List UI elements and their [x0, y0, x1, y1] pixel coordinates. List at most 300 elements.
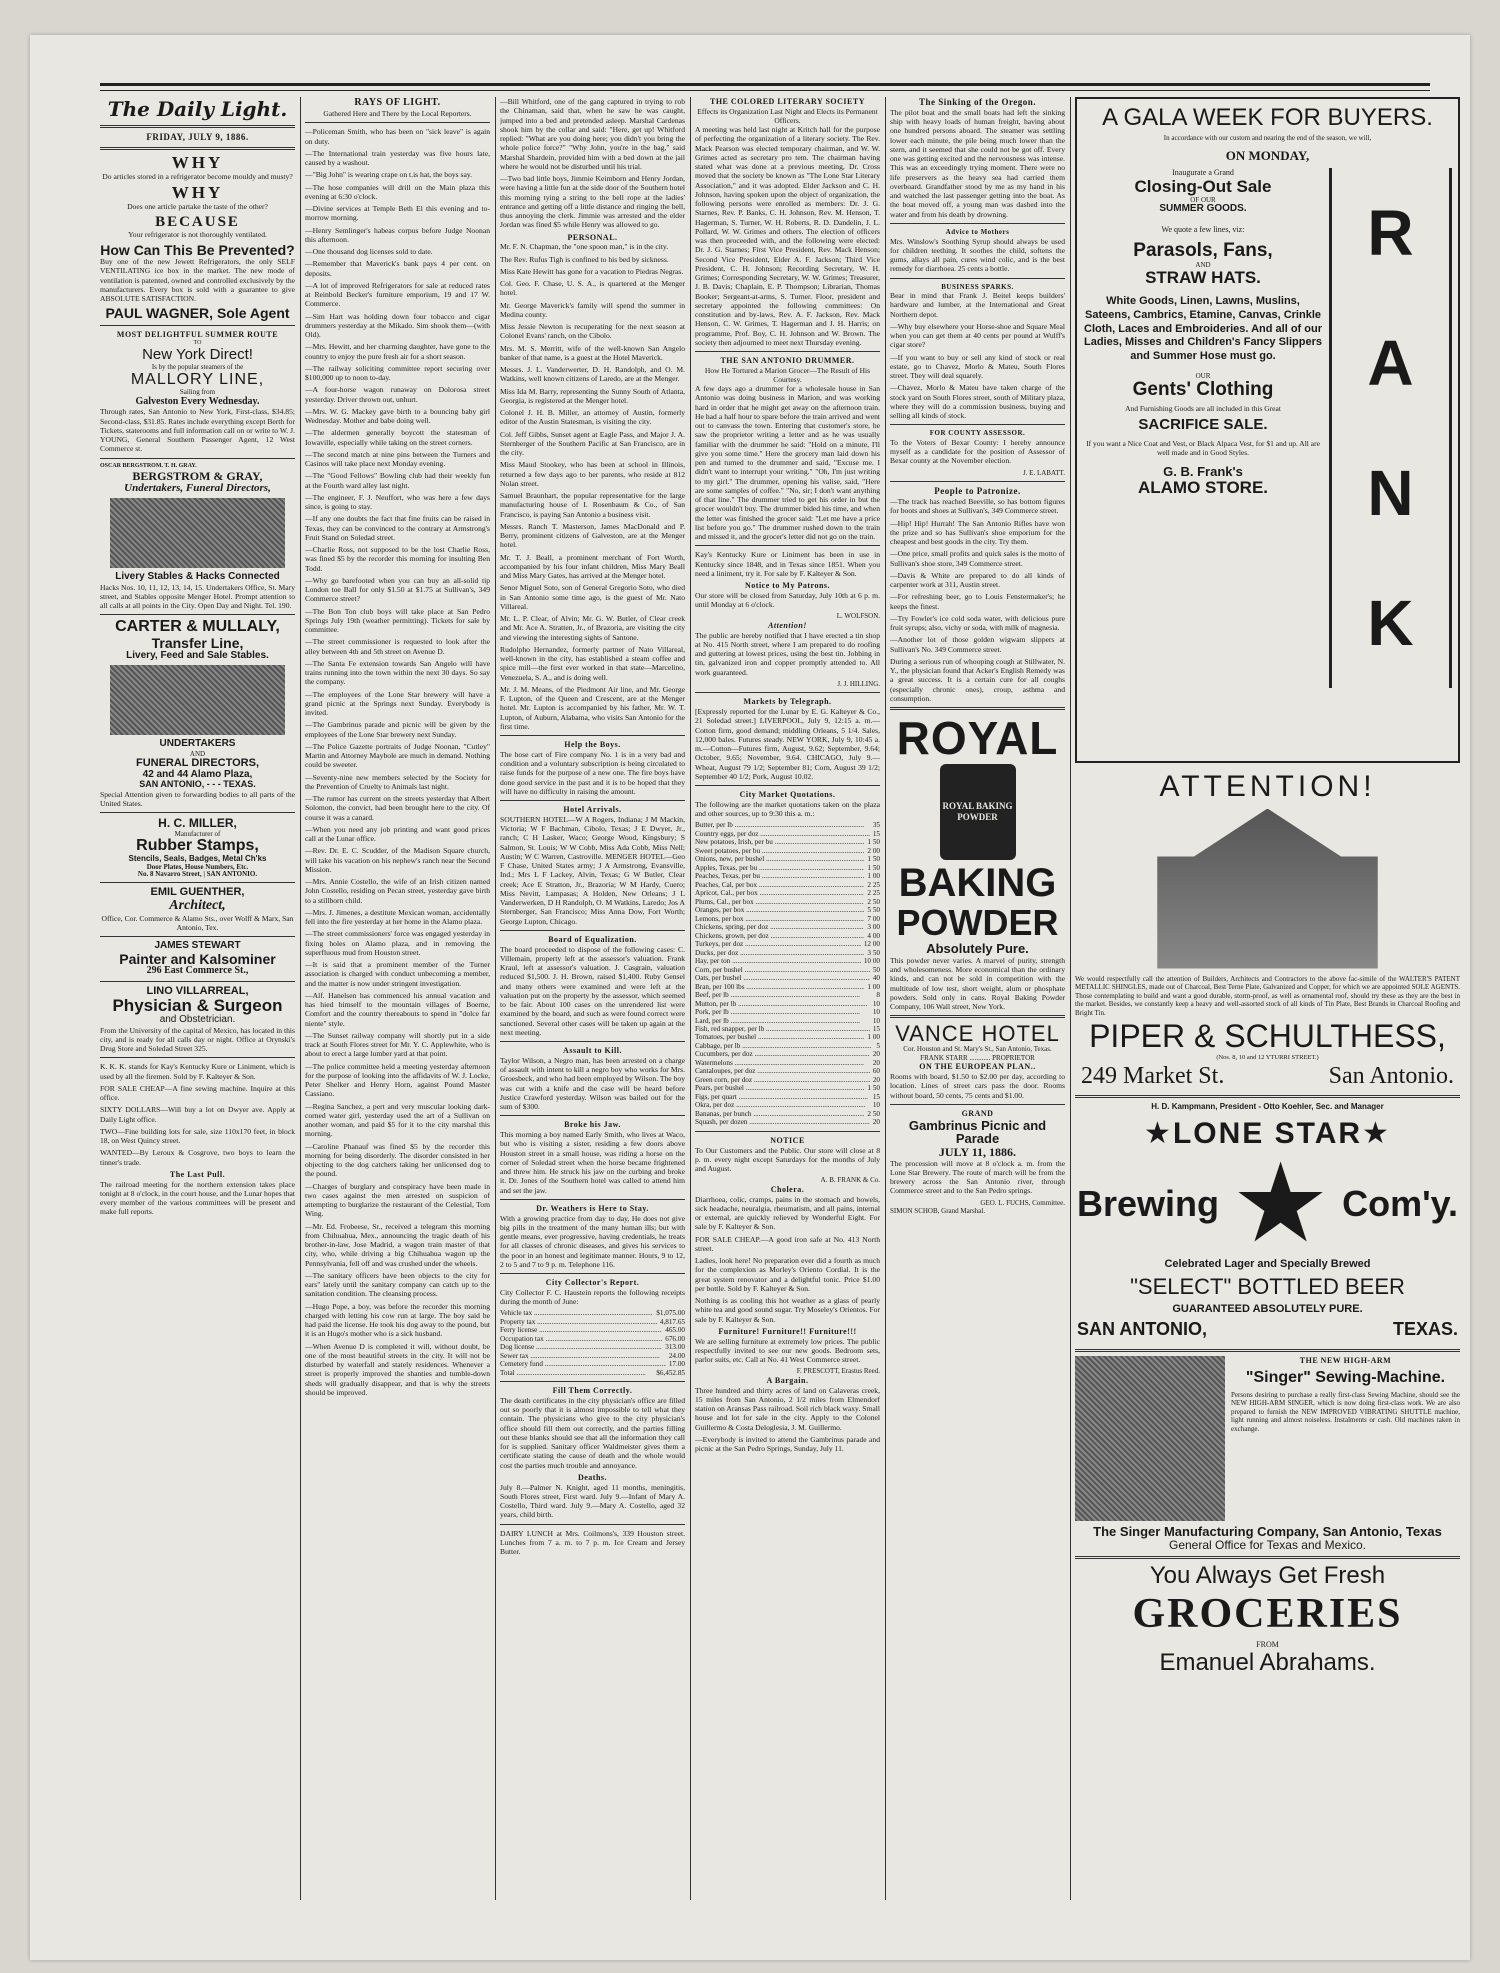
gents-clothing: Gents' Clothing	[1132, 379, 1274, 401]
collector-row-value: 24.00	[668, 1351, 685, 1360]
price-row	[695, 1101, 880, 1109]
rank-a: A	[1367, 327, 1414, 400]
gala-body	[1083, 168, 1452, 688]
price-row-label: Ducks, per doz .....	[695, 949, 864, 957]
price-row	[695, 1110, 880, 1118]
attention-banner: ATTENTION!	[1159, 770, 1376, 803]
brewing-address	[1075, 1315, 1460, 1345]
price-row-label: Pears, per bushel .....	[695, 1084, 864, 1092]
piper-schulthess: PIPER & SCHULTHESS,	[1089, 1018, 1446, 1055]
royal-ad-top	[890, 712, 1065, 765]
personal-item: Miss Ida M. Barry, representing the Sunny South of Atlanta, Georgia, is registered at the Menger hotel.	[500, 386, 685, 405]
sailing-from: Sailing from	[179, 388, 216, 397]
undertakers-label: UNDERTAKERS	[159, 738, 236, 750]
price-row-value: 1 50	[867, 838, 880, 847]
rays-item: —Divine services at Temple Beth El this evening and to-morrow morning.	[305, 204, 490, 223]
personal-item: Messrs. Ranch T. Masterson, James MacDonald and P. Berry, prominent citizens of Galveston, are at the Menger hotel.	[500, 521, 685, 550]
rays-item: —Charlie Ross, not supposed to be the lost Charlie Ross, was fined $5 by the recorder this morning for insulting Ben Todd.	[305, 545, 490, 573]
collector-row	[500, 1360, 685, 1368]
singer-company: The Singer Manufacturing Company, San Antonio, Texas	[1093, 1524, 1442, 1540]
arrivals-heading: Hotel Arrivals.	[563, 805, 622, 814]
collector-list	[500, 1309, 685, 1377]
singer-ad	[1075, 1356, 1460, 1521]
coat-text: If you want a Nice Coat and Vest, or Black Alpaca Vest, for $1 and up. All are well made and in Good Styles.	[1086, 439, 1320, 458]
price-row-value: 4 00	[867, 931, 880, 940]
price-row-label: Cantaloupes, per doz .....	[695, 1067, 870, 1075]
san-antonio-texas: SAN ANTONIO, - - - TEXAS.	[139, 779, 256, 790]
sewing-machine-illustration	[1075, 1356, 1225, 1521]
closing-out: Closing-Out Sale	[1134, 177, 1272, 197]
rays-item: —Regina Sanchez, a pert and very muscular looking dark-corned water girl, yesterday used the art of a Sullivan on another woman, and paid $5 for it to the city marshal this morning.	[305, 1101, 490, 1139]
collector-row	[500, 1318, 685, 1326]
price-row	[695, 923, 880, 931]
price-row-value: 20	[872, 1058, 880, 1067]
collector-row-label: Total .....	[500, 1369, 653, 1377]
bergstrom-gray: BERGSTROM & GRAY,	[132, 468, 263, 483]
rays-item: —The aldermen generally boycott the statesman of Iowaville, especially while taking on the street corners.	[305, 428, 490, 447]
personal-item: Col. Jeff Gibbs, Sunset agent at Eagle Pass, and Major J. A. Sternberger of the Southern Pacific at San Francisco, are in the city.	[500, 429, 685, 457]
rays-item: —The sanitary officers have been objects to the city for ears" lately until the sanitary company can catch up to the sanitation condition. The cleansing process.	[305, 1270, 490, 1299]
rays-item: —Remember that Maverick's bank pays 4 per cent. on deposits.	[305, 259, 490, 278]
price-row	[695, 949, 880, 957]
masthead-date: FRIDAY, JULY 9, 1886.	[146, 132, 249, 143]
rays-subheading: Gathered Here and There by the Local Reporters.	[323, 109, 472, 119]
deaths-text: July 8.—Palmer N. Knight, aged 11 months, meningitis, South Flores street, First ward. July 9.—Infant of Mary A. Costello, Third ward. July 9.—Mary A. Costello, aged 32 years, child birth.	[500, 1482, 685, 1520]
big-star-icon: ★	[1231, 1143, 1330, 1266]
collector-row-label: Occupation tax .....	[500, 1335, 662, 1343]
drummer-subheading: How He Tortured a Marion Grocer—The Result of His Courtesy.	[704, 365, 871, 384]
rays-item: —The street commissioners' force was engaged yesterday in fixing holes on Alamo plaza, and in removing the superfluous mud from Houston street.	[305, 929, 490, 957]
price-row-label: Figs, per quart .....	[695, 1093, 870, 1101]
price-row	[695, 1025, 880, 1033]
patronize-item: —The track has reached Beeville, so has bottom figures for boots and shoes at Sullivan's, 349 Commerce street.	[890, 497, 1065, 516]
furniture-heading: Furniture! Furniture!! Furniture!!!	[718, 1326, 857, 1336]
vance-text: Rooms with board, $1.50 to $2.00 per day, according to location. Lines of street cars pass the door. Rooms without board, 50 cents, 75 cents and $1.00.	[890, 1072, 1065, 1100]
price-row-value: 15	[872, 1092, 880, 1101]
rays-item: —The police committee held a meeting yesterday afternoon for the purpose of looking into the affidavits of W. J. Locke, Peter Shelker and Henry Horn, against Pound Master Cassiano.	[305, 1061, 490, 1099]
assault-text: Taylor Wilson, a Negro man, has been arrested on a charge of assault with intent to kill a negro boy who works for Mrs. Groesbeck, and who had been employed by Wilson. The boy was cut with a knife and the case will be heard before Justice Crawford yesterday. Wilson was bailed out for the sum of $300.	[500, 1055, 685, 1111]
celebrated-line: Celebrated Lager and Specially Brewed	[1164, 1258, 1371, 1271]
price-row-value: 10 00	[863, 957, 880, 966]
gents-text: And Furnishing Goods are all included in this Great	[1125, 404, 1281, 414]
personal-item: Mr. F. N. Chapman, the "one spoon man," is in the city.	[500, 242, 669, 252]
price-row	[695, 821, 880, 829]
kampmann-line: H. D. Kampmann, President - Otto Koehler, Sec. and Manager	[1151, 1101, 1384, 1111]
patronize-item: —Another lot of those golden wigwam slippers at Sullivan's No. 349 Commerce street.	[890, 635, 1065, 654]
nothing-text: Nothing is as cooling this hot weather as a glass of pearly white tea and good sound sugar. Try Moseley's Orientos. For sale by F. Kalteyer & Son.	[695, 1296, 880, 1324]
obstetrician: and Obstetrician.	[159, 1014, 236, 1026]
city-market-intro: The following are the market quotations taken on the plaza and other sources, up to 9:30 this a. m.:	[695, 799, 880, 819]
painter-kalsominer: Painter and Kalsominer	[119, 950, 276, 967]
personal-item: Mr. George Maverick's family will spend the summer in Medina county.	[500, 300, 685, 319]
price-row-label: Green corn, per doz .....	[695, 1076, 870, 1084]
oregon-text: The pilot boat and the small boats had left the sinking ship with heavy loads of human freight, having about one hundred persons aboard. The steamer was settling lower each minute, the pile being much lower than the stern, and it seemed that she could not be got off. Every one was getting excited and the nervousness was intense. This was an exceedingly trying moment. There were no life preservers as the heavy sea had carried them overboard. Grandfather stood by me as my hand in his and watched the last passenger getting into the boat. As the boat moved off, a young man was dashed into the water and from his death by drowning.	[890, 107, 1065, 219]
price-row	[695, 1008, 880, 1016]
forsale-text: FOR SALE CHEAP.—A good iron safe at No. 413 North street.	[695, 1234, 880, 1253]
price-row-value: 1 50	[867, 863, 880, 872]
goods-list: White Goods, Linen, Lawns, Muslins, Sateens, Cambrics, Etamine, Canvas, Crinkle Cloth, Laces and Embroideries. And all of our Ladies, Misses and Children's Fancy Slippers and Summer Hose must go.	[1084, 295, 1322, 363]
rays-item: —Caroline Phanauf was fined $5 by the recorder this morning for being disorderly. The disorder consisted in her objecting to the dog catchers taking her unlicensed dog to the pound.	[305, 1141, 490, 1179]
rays-item: —Alf. Hanelsen has commenced his annual vacation and has hied himself to the mountain villages of Boerne, Comfort and the country thereabouts to spend in "dolce far niente" style.	[305, 990, 490, 1028]
carriage-illustration	[110, 665, 285, 735]
city-market-heading: City Market Quotations.	[739, 790, 836, 800]
personal-item: Rudolpho Hernandez, formerly partner of Nato Villareal, well-known in the city, has established a steam coffee and spice mill—the first ever worked in that state—Marcelino, Venezuela, S. A., and is doing well.	[500, 644, 685, 682]
price-row-label: Chickens, spring, per doz .....	[695, 923, 864, 931]
price-row-label: Onions, new, per bushel .....	[695, 855, 864, 863]
assessor-heading: FOR COUNTY ASSESSOR.	[929, 429, 1026, 438]
mothers-heading: Advice to Mothers	[945, 227, 1010, 236]
rays-item: —The International train yesterday was five hours late, caused by a washout.	[305, 148, 490, 168]
price-row	[695, 991, 880, 999]
emil-text: Office, Cor. Commerce & Alamo Sts., over Wolff & Marx, San Antonio, Tex.	[101, 913, 294, 932]
personal-item: Miss Jessie Newton is recuperating for the next season at Colonel Evans' ranch, on the Cibolo.	[500, 322, 685, 341]
price-row-value: 1 00	[867, 982, 880, 991]
livery-stables: Livery Stables & Hacks Connected	[115, 571, 280, 583]
guaranteed-line: GUARANTEED ABSOLUTELY PURE.	[1172, 1302, 1363, 1315]
price-row	[695, 1093, 880, 1101]
price-row-value: 15	[872, 829, 880, 838]
rays-item: —A lot of improved Refrigerators for sale at reduced rates at Reinbold Becker's furniture emporium, 19 and 17 W. Commerce.	[305, 280, 490, 309]
james-stewart: JAMES STEWART	[154, 940, 241, 952]
literary-subheading: Effects its Organization Last Night and Elects its Permanent Officers.	[697, 106, 878, 125]
price-row	[695, 940, 880, 948]
price-row-value: 20	[872, 1118, 880, 1127]
literary-heading: THE COLORED LITERARY SOCIETY	[709, 97, 865, 106]
price-row	[695, 881, 880, 889]
rank-box	[1329, 168, 1452, 688]
personal-item: Mrs. M. S. Merritt, wife of the well-known San Angelo banker of that name, is a guest at the Hotel Maverick.	[500, 343, 685, 362]
singer-copy	[1231, 1356, 1460, 1521]
powder-word: POWDER	[896, 902, 1059, 944]
patrons-sign: L. WOLFSON.	[836, 612, 880, 621]
price-row	[695, 889, 880, 897]
column-1	[100, 97, 295, 1900]
last-pull-text: The railroad meeting for the northern extension takes place tonight at 8 o'clock, in the court house, and the Lunar hopes that every member of the various committees will be present and make full reports.	[100, 1179, 295, 1217]
rays-item: —One thousand dog licenses sold to date.	[305, 247, 433, 257]
straw-hats: STRAW HATS.	[1145, 268, 1261, 288]
price-row-label: Bananas, per bunch .....	[695, 1110, 864, 1118]
kays-notice: Kay's Kentucky Kure or Liniment has been in use in Kentucky since 1848, and in Texas since 1851. When you need a liniment, try it. For sale by F. Kalteyer & Son.	[695, 550, 880, 578]
price-row-label: Mutton, per lb .....	[695, 1000, 870, 1008]
two-lots-notice: TWO—Fine building lots for sale, size 110x170 feet, in block 18, on West Quincy street.	[100, 1126, 295, 1146]
personal-heading: PERSONAL.	[567, 232, 618, 242]
special-attention: Special Attention given to forwarding bodies to all parts of the United States.	[100, 789, 295, 809]
livery-feed-sale: Livery, Feed and Sale Stables.	[126, 649, 269, 661]
board-text: The board proceeded to dispose of the following cases: C. Villemain, property left at the assessor's valuation. Frank Kraul, left at assessor's valuation. J. Casgrain, valuation reduced $1,500. J. H. Brown, raised $1,400. Ruby Gensel and many others were examined and were left at the valuation put on the property by the assessor, which seemed to be fair. About 100 cases on the unrendered list were examined by the board, and such as were found correct were sanctioned. Several other cases will be taken up again at the next meeting.	[500, 944, 685, 1037]
patronize-item: —Davis & White are prepared to do all kinds of carpenter work at 311, Austin street.	[890, 570, 1065, 590]
royal-word: ROYAL	[896, 712, 1059, 765]
price-row	[695, 872, 880, 880]
collector-intro: City Collector F. C. Haustein reports the following receipts during the month of June:	[500, 1287, 685, 1306]
hearse-illustration	[110, 498, 285, 568]
help-heading: Help the Boys.	[564, 740, 621, 749]
markets-heading: Markets by Telegraph.	[743, 697, 832, 707]
last-pull-heading: The Last Pull.	[169, 1169, 226, 1179]
galveston-wednesday: Galveston Every Wednesday.	[135, 395, 260, 407]
price-row-value: 20	[872, 1050, 880, 1059]
attention-heading: Attention!	[768, 620, 807, 630]
price-row	[695, 855, 880, 863]
sparks-item: —Why buy elsewhere your Horse-shoe and Square Meal when you can get them at 40 cents per pound at Wulff's cigar store?	[890, 321, 1065, 350]
sparks-item: —If you want to buy or sell any kind of stock or real estate, go to Chavez, Morlo & Mateu, South Flores street. They will deal squarely.	[890, 352, 1065, 381]
gambrinus-marshal: SIMON SCHOB, Grand Marshal.	[890, 1207, 986, 1216]
emil-guenther: EMIL GUENTHER,	[150, 886, 245, 899]
column-3	[500, 97, 685, 1900]
attention-sign: J. J. HILLING.	[837, 679, 880, 688]
collector-row-label: Sewer tax .....	[500, 1352, 666, 1360]
bargain-text: Three hundred and thirty acres of land on Calaveras creek, 15 miles from San Antonio, 2 1/2 miles from Elmendorf station on Aransas Pass railroad. Soil rich black waxy. Small house and lot for sale in the city. Apply to the Colonel Guillermo & Costa Deloglesia, J. M. Guillermo.	[695, 1385, 880, 1432]
price-row-value: 5	[876, 1041, 880, 1050]
sixty-dollars-notice: SIXTY DOLLARS—Will buy a lot on Dwyer ave. Apply at Daily Light office.	[100, 1105, 295, 1124]
gala-sub: In accordance with our custom and nearing the end of the season, we will,	[1163, 134, 1372, 143]
rays-item: —Charges of burglary and conspiracy have been made in two cases against the men arrested on suspicion of attempting to burglarize the restaurant of the Celestial, Tom Wing.	[305, 1181, 490, 1219]
price-row-label: Turkeys, per doz .....	[695, 940, 861, 948]
price-row-value: 3 50	[867, 948, 880, 957]
why-heading-2: WHY	[171, 183, 224, 203]
jaw-text: This morning a boy named Early Smith, who lives at Waco, but who is visiting a sister, residing a few doors above Houston street in a small house, was riding a horse on the corner of Soledad street when the horse became frightened and threw him. He struck his jaw on the curbing and broke it. Dr. Jones of the Southern hotel was called to attend him and set the jaw.	[500, 1130, 685, 1195]
price-row-value: 20	[872, 1075, 880, 1084]
column-5	[890, 97, 1065, 1900]
col3-top-items	[500, 97, 685, 230]
rank-k: K	[1367, 587, 1414, 660]
weathers-text: With a growing practice from day to day, He does not give big pills in the treatment of the many human ills; but with gentle means, ever progressive, having credentials, he treats for all classes of chronic diseases, and gives his services to the poor in an honest and legitimate manner. Hours, 9 to 12, 2 to 5 and 7 to 9 p. m. Telephone 116.	[500, 1213, 685, 1269]
personal-item: Senor Miguel Soto, son of General Gregorio Soto, who died in San Antonio some time ago, is the guest of Mr. Nato Villareal.	[500, 583, 685, 611]
collector-row	[500, 1369, 685, 1377]
price-row	[695, 906, 880, 914]
why-text-1: Do articles stored in a refrigerator become mouldy and musty?	[102, 172, 293, 182]
manufacturer-of: Manufacturer of	[174, 829, 221, 838]
price-row	[695, 898, 880, 906]
transfer-line: Transfer Line,	[151, 635, 244, 652]
price-row	[695, 830, 880, 838]
collector-row-label: Cemetery fund .....	[500, 1360, 666, 1368]
rays-item: —The second match at nine pins between the Turners and Casinos will take place next Monday evening.	[305, 449, 490, 469]
patronize-item: —For refreshing beer, go to Louis Fenstermaker's; he keeps the finest.	[890, 592, 1065, 611]
rays-item: —If any one doubts the fact that fine fruits can be raised in Texas, they can be convinced to the contrary at Armstrong's Fruit Stand on Soledad street.	[305, 514, 490, 542]
gala-ad	[1075, 97, 1460, 763]
of-our: OF OUR	[1190, 195, 1216, 204]
mallory-line: MALLORY LINE,	[130, 370, 265, 388]
absolutely-pure: Absolutely Pure.	[926, 941, 1029, 957]
price-row-value: 5 50	[867, 906, 880, 915]
rays-item: —Sim Hart was holding down four tobacco and cigar drummers yesterday at the Mikado. Sim shook them—(with Old).	[305, 311, 490, 340]
price-row	[695, 932, 880, 940]
price-row-value: 10	[872, 1101, 880, 1110]
literary-text: A meeting was held last night at Kritch hall for the purpose of perfecting the organization of a literary society. The Rev. Mack Pearson was elected temporary chairman, and W. W. Grimes acted as secretary pro tem. The chairman having stated what was done at a previous meeting, Dr. Cross moved that the society be known as "The Lone Star Literary Association," and it was adopted. Elder Jackson and C. H. Johnson, having spoken upon the object of organization, the following persons were enrolled as members: Dr. J. G. Starnes, Rev. P. Banks, C. H. Johnson, Rev. M. Henson, T. Hagerman, S. Turner, W. H. Roberts, R. D. Dandelin, J. L. Pollard, W. W. Grimes and others. The election of officers was then proceeded with, and the following were elected: Dr. J. G. Starnes; First Vice President, Rev. Mack Henson; Second Vice President, Elder A. F. Jackson; Third Vice President, C. H. Johnson; Recording Secretary, W. H. Grimes; Corresponding Secretary, W. W. Grimes; Treasurer, J. B. Davis; Chaplain, E. P. Thompson; Librarian, Thomas Booker; Sergeant-at-arms, S. Turner. Floor, president and secretary appointed the following committees: On constitution and by-laws, Rev. A. F. Jackson, Rev. Mack Henson, C. W. Grimes, T. Hagerman and J. H. Harris; on programme, Prof. Boy, C. H. Johnson and W. Brown. The society then adjourned to meet next Thursday evening.	[695, 125, 880, 347]
and-word: AND	[1195, 260, 1211, 269]
carter-mullaly: CARTER & MULLALY,	[115, 618, 280, 636]
rays-item: —Policeman Smith, who has been on "sick leave" is again on duty.	[305, 127, 490, 146]
price-row-value: 50	[872, 965, 880, 974]
price-row-value: 2 50	[867, 897, 880, 906]
star-icon-left: ★	[1144, 1116, 1173, 1150]
personal-item: Messrs. J. L. Vanderwerter, D. H. Randolph, and O. M. Watkins, well known citizens of Laredo, are at the Menger.	[500, 365, 685, 384]
board-heading: Board of Equalization.	[548, 934, 637, 944]
rays-item: —Why go barefooted when you can buy an all-solid tip London toe Ball for only $1.50 at $1.75 at Sullivan's, 349 Commerce street?	[305, 575, 490, 604]
rank-n: N	[1367, 457, 1414, 530]
select-beer: "SELECT" BOTTLED BEER	[1130, 1273, 1405, 1299]
patronize-item: —One price, small profits and quick sales is the motto of Sullivan's shoe store, 349 Commerce street.	[890, 549, 1065, 568]
price-row-value: 2 00	[867, 846, 880, 855]
rays-item: —Mrs. Hewitt, and her charming daughter, have gone to the country to enjoy the pure fresh air for a short season.	[305, 342, 490, 361]
rays-item: —Mrs. Annie Costello, the wife of an Irish citizen named John Costello, residing on Pecan street, yesterday gave birth to a stillborn child.	[305, 877, 490, 905]
column-6	[1075, 97, 1460, 1900]
fill-heading: Fill Them Correctly.	[552, 1386, 633, 1396]
rays-item: —The engineer, F. J. Neuffort, who was here a few days since, is going to stay.	[305, 492, 490, 512]
personal-item: Miss Maud Stookey, who has been at school in Illinois, returned a few days ago to her parents, who reside at 812 Nolan street.	[500, 460, 685, 488]
price-list	[695, 821, 880, 1126]
patronize-item: —Hip! Hip! Hurrah! The San Antonio Rifles have won the prize and so has Sullivan's shoe emporium for the cheapest and best goods in the city. Try them.	[890, 518, 1065, 547]
new-york-direct: New York Direct!	[142, 346, 253, 364]
inaugurate: Inaugurate a Grand	[1172, 168, 1234, 178]
price-row-label: Pork, per lb .....	[695, 1008, 870, 1016]
masthead-title: The Daily Light.	[107, 97, 288, 121]
patronize-list	[890, 497, 1065, 654]
price-row-label: Hay, per ton .....	[695, 957, 861, 965]
rays-item: —Mrs. J. Jimenes, a destitute Mexican woman, accidentally fell into the fire yesterday at her home in the Alamo plaza.	[305, 907, 490, 927]
why-heading-1: WHY	[171, 153, 224, 173]
price-row-label: Bran, per 100 lbs .....	[695, 983, 864, 991]
price-row	[695, 1000, 880, 1008]
frank-name: G. B. Frank's	[1163, 464, 1243, 480]
piper-address	[1075, 1062, 1460, 1091]
gambrinus-sign: GEO. L. FUCHS, Committee.	[980, 1198, 1065, 1207]
price-row-label: Squash, per dozen .....	[695, 1118, 870, 1126]
price-row	[695, 957, 880, 965]
price-row-value: 35	[872, 821, 880, 830]
emanuel-abrahams: Emanuel Abrahams.	[1159, 1648, 1376, 1676]
personal-item: Col. Geo. F. Chase, U. S. A., is quartered at the Menger hotel.	[500, 279, 685, 298]
rays-item: —Hugo Pope, a boy, was before the recorder this morning charged with letting his cow run at large. The boy said he had paid the license. He took his dog away to the pound, but it is an Hugo's mother who is a sick husband.	[305, 1301, 490, 1339]
price-row-value: 2 25	[867, 889, 880, 898]
and-label: AND	[189, 749, 206, 758]
price-row-value: 1 50	[867, 855, 880, 864]
price-row-value: 12 00	[863, 940, 880, 949]
weathers-heading: Dr. Weathers is Here to Stay.	[536, 1203, 649, 1213]
general-office: General Office for Texas and Mexico.	[1169, 1537, 1366, 1552]
price-row-label: Country eggs, per doz .....	[695, 830, 870, 838]
mothers-text: Mrs. Winslow's Soothing Syrup should always be used for children teething. It soothes the child, softens the gums, allays all pain, cures wind colic, and is the best remedy for diarrhoea. 25 cents a bottle.	[890, 236, 1065, 274]
funeral-directors: FUNERAL DIRECTORS,	[135, 757, 260, 770]
price-row	[695, 1050, 880, 1058]
kkk-notice: K. K. K. stands for Kay's Kentucky Kure or Liniment, which is used by all the firemen. Sold by F. Kalteyer & Son.	[100, 1062, 295, 1081]
market-street: 249 Market St.	[1081, 1062, 1225, 1089]
rays-item: —It is said that a prominent member of the Turner association is charged with conduct unbecoming a member, and the matter is now under stringent investigation.	[305, 960, 490, 988]
rays-item: —A four-horse wagon runaway on Dolorosa street yesterday. Driver thrown out, unhurt.	[305, 385, 490, 404]
price-row	[695, 974, 880, 982]
gambrinus-heading: Gambrinus Picnic and Parade	[908, 1117, 1047, 1147]
dairy-lunch: DAIRY LUNCH at Mrs. Coilmons's, 339 Houston street. Lunches from 7 a. m. to 7 p. m. Ice Cream and Jersey Butter.	[500, 1528, 685, 1557]
parasols: Parasols, Fans,	[1133, 239, 1273, 261]
price-row-value: 10	[872, 1016, 880, 1025]
price-row	[695, 1059, 880, 1067]
our-word: OUR	[1195, 371, 1211, 380]
why-text-2: Does one article partake the taste of the other?	[127, 202, 268, 212]
price-row-label: Watermelons .....	[695, 1059, 870, 1067]
stencils-line: Stencils, Seals, Badges, Metal Ch'ks	[128, 854, 267, 864]
singer-text: Persons desiring to purchase a really first-class Sewing Machine, should see the NEW HIGH-ARM SINGER, which is now doing first-class work. We are also prepared to furnish the NEW IMPROVED VIBRATING SHUTTLE machine, light running and almost noiseless. Instalments or cash. Old machines taken in exchange.	[1231, 1390, 1460, 1433]
rank-r: R	[1367, 197, 1414, 270]
price-row-value: 1 50	[867, 1084, 880, 1093]
quote-line: We quote a few lines, viz:	[1161, 224, 1245, 234]
personal-item: The Rev. Rufus Tigh is confined to his bed by sickness.	[500, 254, 669, 264]
price-row-value: 2 25	[867, 880, 880, 889]
price-row	[695, 966, 880, 974]
rays-item: —The rumor has current on the streets yesterday that Albert Solomon, the convict, had been brought here to the city. Of course it was a canard.	[305, 794, 490, 822]
collector-row-value: $1,075.00	[656, 1309, 685, 1318]
collector-row	[500, 1352, 685, 1360]
architect-label: Architect,	[169, 897, 226, 913]
rays-item: —When you need any job printing and want good prices call at the Lunar office.	[305, 824, 490, 844]
collector-row-value: 313.00	[665, 1343, 685, 1352]
singer-heading: "Singer" Sewing-Machine.	[1245, 1369, 1446, 1387]
popular-steamers: Is by the popular steamers of the	[151, 362, 244, 371]
price-row-label: Oranges, per box .....	[695, 906, 864, 914]
column-4	[695, 97, 880, 1900]
rays-item: —The "Good Fellows" Bowling club had their weekly fun at the Fourth ward alley last night.	[305, 471, 490, 490]
rays-item: —The Police Gazette portraits of Judge Noonan, "Cutley" Martin and Attorney Maybole are much in demand. Nothing could be sweeter.	[305, 741, 490, 770]
price-row-label: Lard, per lb .....	[695, 1017, 870, 1025]
sparks-heading: BUSINESS SPARKS.	[941, 282, 1014, 291]
european-plan: ON THE EUROPEAN PLAN..	[919, 1062, 1036, 1072]
furniture-sign: F. PRESCOTT, Erastus Reed.	[796, 1367, 880, 1376]
collector-row	[500, 1343, 685, 1351]
price-row-value: 10	[872, 1008, 880, 1017]
rays-item: —Mr. Ed. Frobeese, Sr., received a telegram this morning from Chihuahua, Mex., announcing the tragic death of his brother-in-law, Jose Madrid, a wagon train master of that city, who, while driving a big Chihuahua wagon up the Pennsylvania, fell off and was crushed under the wheels.	[305, 1221, 490, 1268]
collector-row-value: 676.00	[665, 1334, 685, 1343]
rays-heading: RAYS OF LIGHT.	[354, 97, 441, 108]
lino-text: From the University of the capital of Mexico, has located in this city, and is ready for all calls day or night. Office at Orynski's Drug Store and Soledad Street 325.	[100, 1025, 295, 1054]
everybody-text: —Everybody is invited to attend the Gambrinus parade and picnic at the San Pedro Springs, Sunday, July 11.	[695, 1434, 880, 1454]
bargain-heading: A Bargain.	[766, 1375, 809, 1385]
personal-item: Mr. T. J. Beall, a prominent merchant of Fort Worth, accompanied by his four infant children, Miss Mary Beall and Miss Mary Gates, has arrived at the Menger hotel.	[500, 552, 685, 580]
sale-notice: FOR SALE CHEAP—A fine sewing machine. Inquire at this office.	[100, 1083, 295, 1103]
piper-sub: (Nos. 8, 10 and 12 YTURRI STREET.)	[1216, 1053, 1319, 1061]
price-row-label: Chickens, grown, per doz .....	[695, 932, 864, 940]
price-row	[695, 838, 880, 846]
price-row-label: Okra, per doz .....	[695, 1101, 870, 1109]
livery-text: Hacks Nos. 10, 11, 12, 13, 14, 15. Undertakers Office, St. Mary street, and Stables opposite Menger Hotel. Prompt attention to all calls at all points in the City. Open Day and Night. Tel. 190.	[100, 582, 295, 611]
miller-name: H. C. MILLER,	[158, 816, 237, 831]
top-rule-thin	[100, 90, 1430, 91]
price-row-label: Beef, per lb .....	[695, 991, 873, 999]
oregon-heading: The Sinking of the Oregon.	[918, 97, 1037, 107]
rays-item: —The Bon Ton club boys will take place at San Pedro Springs July 19th (weather permitting). Tickets for sale by committee.	[305, 606, 490, 635]
san-antonio-city: San Antonio.	[1328, 1062, 1454, 1089]
price-row-value: 1 00	[867, 1033, 880, 1042]
price-row-label: Cabbage, per lb .....	[695, 1042, 873, 1050]
drummer-heading: THE SAN ANTONIO DRUMMER.	[720, 356, 855, 366]
collector-row-label: Ferry license .....	[500, 1326, 662, 1334]
collector-row-label: Vehicle tax .....	[500, 1309, 653, 1317]
alamo-store: ALAMO STORE.	[1137, 478, 1269, 498]
summer-goods: SUMMER GOODS.	[1159, 203, 1247, 215]
undertakers-funeral: Undertakers, Funeral Directors,	[124, 481, 271, 494]
new-high-arm: THE NEW HIGH-ARM	[1299, 1356, 1392, 1366]
personal-item: Colonel J. H. B. Miller, an attorney of Austin, formerly editor of the Austin Statesman, is visiting the city.	[500, 408, 685, 427]
rays-list	[305, 127, 490, 1397]
personal-list	[500, 242, 685, 731]
rays-item: —Henry Semlinger's habeas corpus before Judge Noonan this afternoon.	[305, 225, 490, 244]
rubber-stamps: Rubber Stamps,	[136, 837, 259, 855]
notice-sign: A. B. FRANK & Co.	[820, 1176, 880, 1185]
price-row-label: Apples, Texas, per bu .....	[695, 864, 864, 872]
alamo-plaza-address: 42 and 44 Alamo Plaza,	[142, 768, 253, 780]
collector-row-label: Dog license .....	[500, 1343, 662, 1351]
price-row	[695, 915, 880, 923]
rays-item: —Rev. Dr. E. C. Scudder, of the Madison Square church, will take his vacation on his nephew's ranch near the Second Mission.	[305, 846, 490, 874]
price-row-label: Lemons, per box .....	[695, 915, 864, 923]
